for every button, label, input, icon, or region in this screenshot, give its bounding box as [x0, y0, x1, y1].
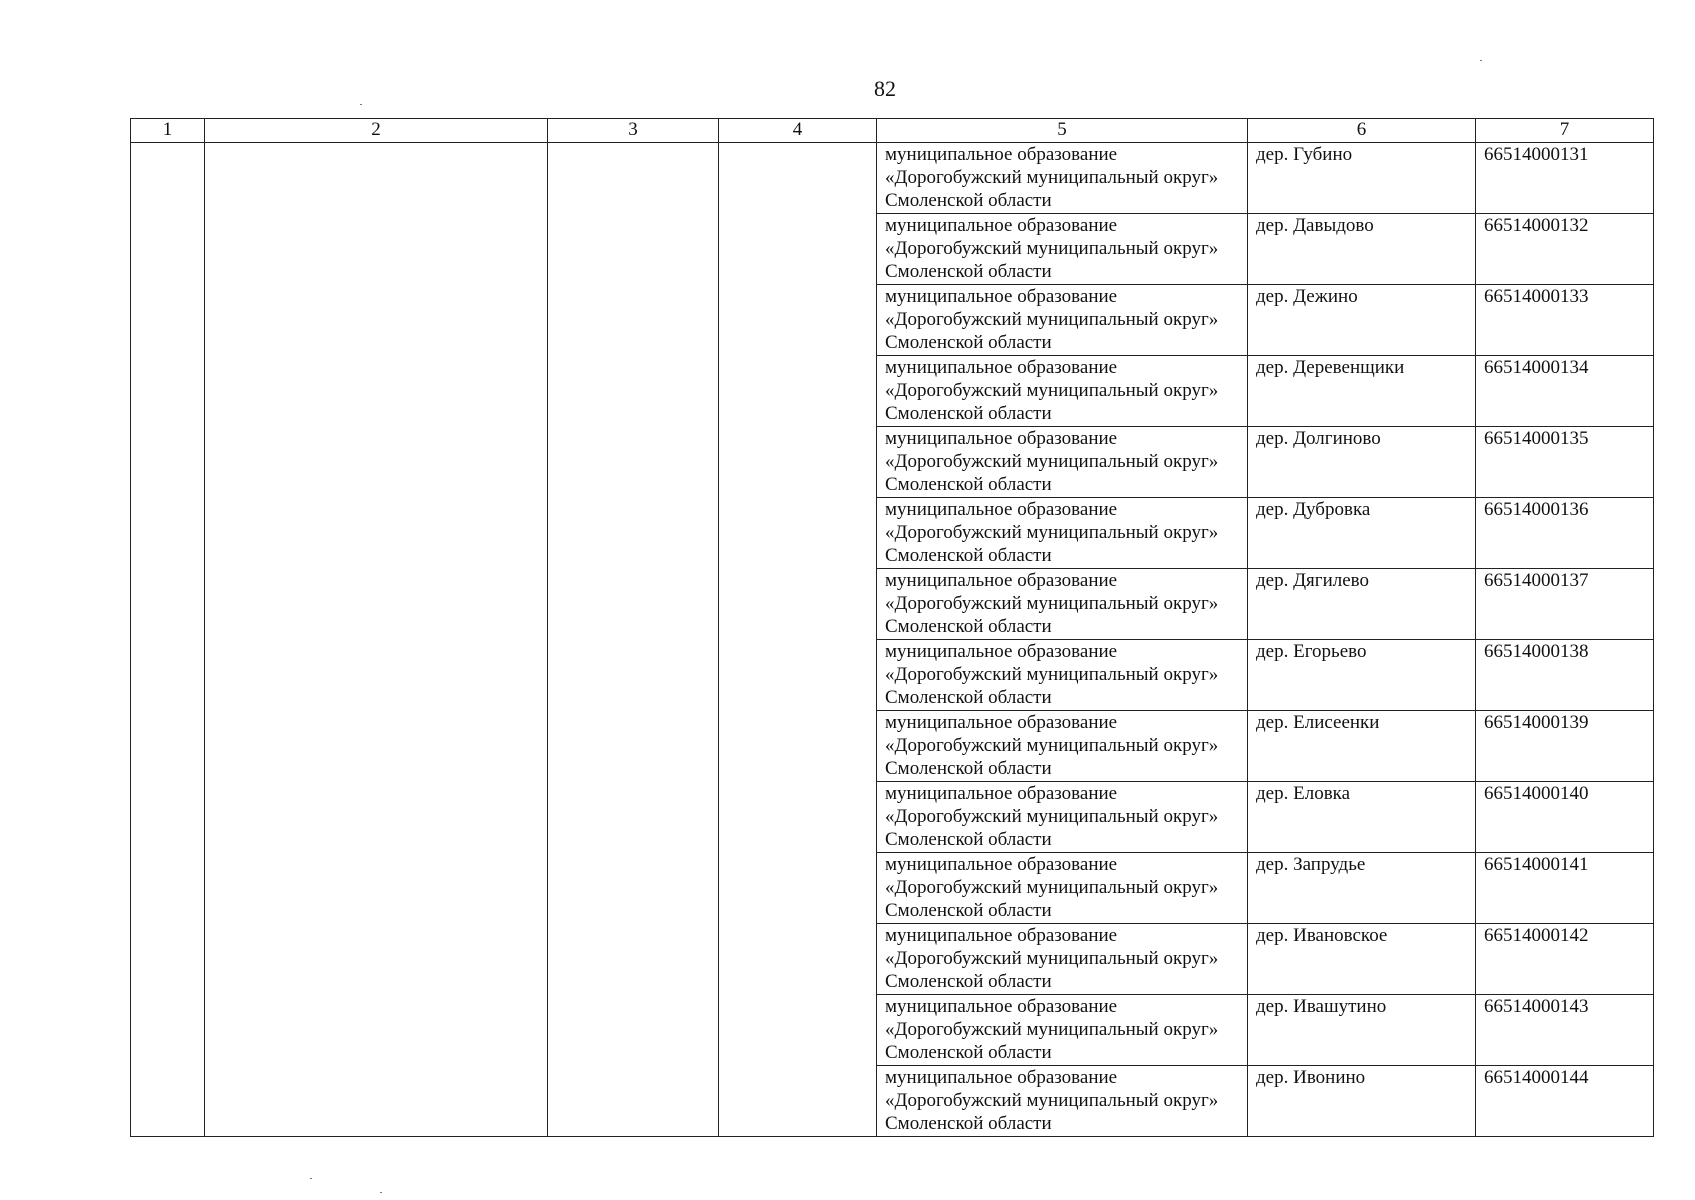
- scan-speck: [360, 104, 362, 105]
- municipality-cell: муниципальное образование «Дорогобужский муниципальный округ» Смоленской области: [877, 1066, 1248, 1137]
- table-row: [131, 143, 1654, 214]
- column-header-6: 6: [1248, 119, 1476, 143]
- code-cell: 66514000143: [1476, 995, 1654, 1066]
- settlement-cell: дер. Егорьево: [1248, 640, 1476, 711]
- municipality-cell: муниципальное образование «Дорогобужский муниципальный округ» Смоленской области: [877, 427, 1248, 498]
- settlement-cell: дер. Деревенщики: [1248, 356, 1476, 427]
- scan-speck: [310, 1178, 312, 1179]
- municipality-cell: муниципальное образование «Дорогобужский муниципальный округ» Смоленской области: [877, 853, 1248, 924]
- municipality-cell: муниципальное образование «Дорогобужский муниципальный округ» Смоленской области: [877, 143, 1248, 214]
- code-cell: 66514000144: [1476, 1066, 1654, 1137]
- settlement-cell: дер. Елисеенки: [1248, 711, 1476, 782]
- column-header-7: 7: [1476, 119, 1654, 143]
- municipality-cell: муниципальное образование «Дорогобужский муниципальный округ» Смоленской области: [877, 711, 1248, 782]
- code-cell: 66514000140: [1476, 782, 1654, 853]
- settlement-cell: дер. Губино: [1248, 143, 1476, 214]
- code-cell: 66514000131: [1476, 143, 1654, 214]
- scan-speck: [1480, 60, 1482, 61]
- page-number: 82: [874, 76, 896, 101]
- settlements-table: [130, 118, 1654, 1137]
- settlement-cell: дер. Дежино: [1248, 285, 1476, 356]
- merged-cell-col-1: [131, 143, 205, 1137]
- settlement-cell: дер. Долгиново: [1248, 427, 1476, 498]
- municipality-cell: муниципальное образование «Дорогобужский муниципальный округ» Смоленской области: [877, 782, 1248, 853]
- settlement-cell: дер. Ивонино: [1248, 1066, 1476, 1137]
- code-cell: 66514000142: [1476, 924, 1654, 995]
- merged-cell-col-2: [205, 143, 548, 1137]
- merged-cell-col-3: [548, 143, 719, 1137]
- code-cell: 66514000133: [1476, 285, 1654, 356]
- municipality-cell: муниципальное образование «Дорогобужский муниципальный округ» Смоленской области: [877, 995, 1248, 1066]
- code-cell: 66514000141: [1476, 853, 1654, 924]
- settlement-cell: дер. Ивашутино: [1248, 995, 1476, 1066]
- municipality-cell: муниципальное образование «Дорогобужский муниципальный округ» Смоленской области: [877, 498, 1248, 569]
- code-cell: 66514000132: [1476, 214, 1654, 285]
- code-cell: 66514000134: [1476, 356, 1654, 427]
- header-row: [131, 119, 1654, 143]
- municipality-cell: муниципальное образование «Дорогобужский муниципальный округ» Смоленской области: [877, 924, 1248, 995]
- code-cell: 66514000137: [1476, 569, 1654, 640]
- settlement-cell: дер. Запрудье: [1248, 853, 1476, 924]
- column-header-5: 5: [877, 119, 1248, 143]
- column-header-2: 2: [205, 119, 548, 143]
- column-header-3: 3: [548, 119, 719, 143]
- column-header-4: 4: [719, 119, 877, 143]
- municipality-cell: муниципальное образование «Дорогобужский муниципальный округ» Смоленской области: [877, 356, 1248, 427]
- code-cell: 66514000136: [1476, 498, 1654, 569]
- code-cell: 66514000135: [1476, 427, 1654, 498]
- municipality-cell: муниципальное образование «Дорогобужский муниципальный округ» Смоленской области: [877, 640, 1248, 711]
- code-cell: 66514000138: [1476, 640, 1654, 711]
- municipality-cell: муниципальное образование «Дорогобужский муниципальный округ» Смоленской области: [877, 214, 1248, 285]
- settlement-cell: дер. Дягилево: [1248, 569, 1476, 640]
- settlement-cell: дер. Дубровка: [1248, 498, 1476, 569]
- merged-cell-col-4: [719, 143, 877, 1137]
- settlement-cell: дер. Давыдово: [1248, 214, 1476, 285]
- settlement-cell: дер. Еловка: [1248, 782, 1476, 853]
- settlement-cell: дер. Ивановское: [1248, 924, 1476, 995]
- municipality-cell: муниципальное образование «Дорогобужский муниципальный округ» Смоленской области: [877, 569, 1248, 640]
- code-cell: 66514000139: [1476, 711, 1654, 782]
- municipality-cell: муниципальное образование «Дорогобужский муниципальный округ» Смоленской области: [877, 285, 1248, 356]
- scan-speck: [380, 1192, 382, 1193]
- column-header-1: 1: [131, 119, 205, 143]
